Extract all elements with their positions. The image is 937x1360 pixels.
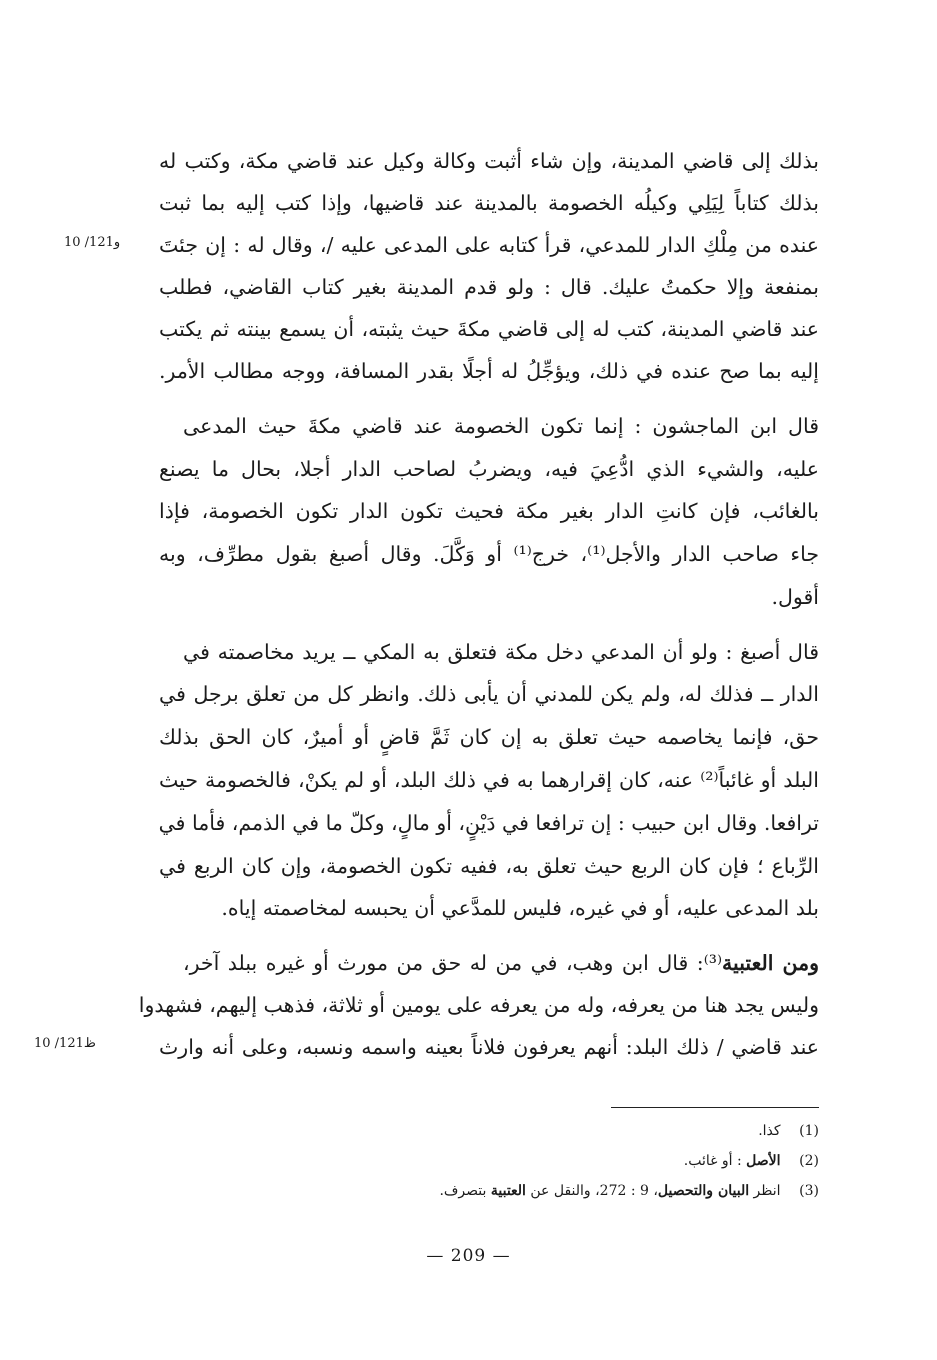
text-line: الرِّباع ؛ فإن كان الربع حيث تعلق به، ففيه تكون الخصومة، وإن كان الربع في <box>159 854 819 878</box>
footnote-text: بتصرف. <box>439 1183 491 1199</box>
text-line: جاء صاحب الدار والأجل⁽¹⁾، خرج⁽¹⁾ أو وَكَّلَ. وقال أصبغ بقول مطرِّف، وبه <box>159 542 819 566</box>
footnote <box>159 1149 819 1173</box>
text-line: البلد أو غائباً⁽²⁾ عنه، كان إقرارهما به في ذلك البلد، أو لم يكنْ، فالخصومة حيث <box>159 768 819 792</box>
text-run: : قال ابن وهب، في من له حق من مورث أو غيره ببلد آخر، <box>183 951 704 975</box>
text-line: قال أصبغ : ولو أن المدعي دخل مكة فتعلق به المكي ــ يريد مخاصمته في <box>183 640 819 664</box>
text-line: أقول. <box>771 585 819 609</box>
text-line: إليه بما صح عنده في ذلك، ويؤجِّلُ له أجلًا بقدر المسافة، ووجه مطالب الأمر. <box>159 359 819 383</box>
footnote-number: (2) <box>799 1153 819 1169</box>
text-line: عنده من مِلْكِ الدار للمدعي، قرأ كتابه على المدعى عليه /، وقال له : إن جئتَ <box>159 233 819 257</box>
text-line: عليه، والشيء الذي ادُّعِيَ فيه، ويضربُ لصاحب الدار أجلا، بحال ما يصنع <box>159 457 819 481</box>
footnote <box>159 1179 819 1203</box>
text-line: ترافعا. وقال ابن حبيب : إن ترافعا في دَيْنٍ، أو مالٍ، وكلّ ما في الذمم، فأما في <box>158 811 819 835</box>
text-line: بذلك إلى قاضي المدينة، وإن شاء أثبت وكالة وكيل عند قاضي مكة، وكتب له <box>159 149 819 173</box>
text-line: بالغائب، فإن كانتِ الدار بغير مكة فحيث تكون الدار تكون الخصومة، فإذا <box>159 499 819 523</box>
margin-folio-note: 10 /121و <box>64 235 121 250</box>
text-line: بمنفعة وإلا حكمتُ عليك. قال : ولو قدم المدينة بغير كتاب القاضي، فطلب <box>159 275 819 299</box>
text-line: عند قاضي المدينة، كتب له إلى قاضي مكةَ حيث يثبته، أن يسمع بينته ثم يكتب <box>159 317 819 341</box>
source-title: ومن العتبية <box>722 951 819 975</box>
footnote-text: : أو غائب. <box>683 1153 747 1169</box>
margin-folio-note: 10 /121ظ <box>34 1036 96 1051</box>
footnote-ref: ⁽³⁾ <box>703 951 723 975</box>
text-line: بذلك كتاباً لِيَلِي وكيلُه الخصومة بالمدينة عند قاضيها، وإذا كتب إليه بما ثبت <box>159 191 819 215</box>
text-line: قال ابن الماجشون : إنما تكون الخصومة عند قاضي مكةَ حيث المدعى <box>183 414 819 438</box>
page-number: — 209 — <box>426 1246 511 1266</box>
text-line: حق، فإنما يخاصمه حيث تعلق به إن كان ثَمَّ قاضٍ أو أميرٌ، كان الحق بذلك <box>159 725 819 749</box>
footnote <box>159 1119 819 1143</box>
text-line <box>183 943 819 983</box>
footnote-number: (1) <box>799 1123 819 1139</box>
text-line: وليس يجد هنا من يعرفه، وله من يعرفه على يومين أو ثلاثة، فذهب إليهم، فشهدوا <box>138 993 819 1017</box>
footnote-number: (3) <box>799 1183 819 1199</box>
footnote-source: العتبية <box>490 1183 526 1199</box>
footnote-text: انظر <box>749 1183 781 1199</box>
footnote-rule <box>611 1107 819 1108</box>
footnote-source: البيان والتحصيل <box>657 1183 750 1199</box>
text-line: عند قاضي / ذلك البلد: أنهم يعرفون فلاناً بعينه واسمه ونسبه، وعلى أنه وارث <box>159 1035 819 1059</box>
text-line: بلد المدعى عليه، أو في غيره، فليس للمدَّعي أن يحبسه لمخاصمته إياه. <box>221 896 819 920</box>
footnote-text: كذا. <box>758 1123 781 1139</box>
footnote-source: الأصل <box>746 1153 781 1169</box>
text-line: الدار ــ فذلك له، ولم يكن للمدني أن يأبى ذلك. وانظر كل من تعلق برجل في <box>159 682 819 706</box>
footnote-text: ، 9 : 272، والنقل عن <box>525 1183 658 1199</box>
